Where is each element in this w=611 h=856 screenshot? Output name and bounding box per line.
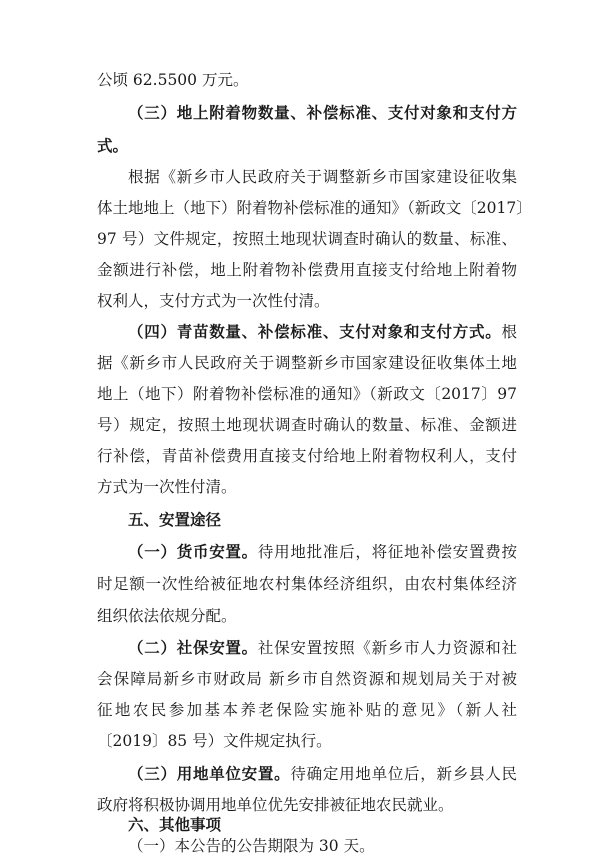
text-line: 行补偿，青苗补偿费用直接支付给地上附着物权利人，支付 (97, 447, 517, 465)
paragraph-line (128, 322, 517, 342)
subsection-heading: （三）用地单位安置。 (128, 764, 291, 783)
text-line: （一）本公告的公告期限为 30 天。 (128, 837, 375, 855)
subsection-heading: （四）青苗数量、补偿标准、支付对象和支付方式。 (128, 322, 502, 341)
text-line: 政府将积极协调用地单位优先安排被征地农民就业。 (97, 796, 454, 814)
text-line: 号）规定，按照土地现状调查时确认的数量、标准、金额进 (97, 416, 517, 434)
subsection-heading: （一）货币安置。 (128, 542, 258, 561)
text-line: 组织依法依规分配。 (97, 607, 237, 625)
text-run: 根 (501, 323, 517, 341)
text-line: 根据《新乡市人民政府关于调整新乡市国家建设征收集 (128, 168, 517, 186)
text-line: 〔2019〕85 号）文件规定执行。 (97, 732, 332, 750)
paragraph-line (128, 638, 517, 658)
text-line: 会保障局新乡市财政局 新乡市自然资源和规划局关于对被 (97, 670, 517, 688)
text-run: 社保安置按照《新乡市人力资源和社 (257, 639, 517, 657)
paragraph-line (128, 542, 517, 562)
text-line: 金额进行补偿，地上附着物补偿费用直接支付给地上附着物 (97, 261, 517, 279)
section-heading: 五、安置途径 (128, 511, 222, 529)
text-line: 体土地地上（地下）附着物补偿标准的通知》（新政文〔2017〕 (97, 199, 532, 217)
subsection-heading: （三）地上附着物数量、补偿标准、支付对象和支付方 (128, 103, 517, 122)
subsection-heading: （二）社保安置。 (128, 638, 258, 657)
text-line: 97 号）文件规定，按照土地现状调查时确认的数量、标准、 (97, 230, 517, 248)
paragraph-line (128, 764, 517, 784)
text-line: 时足额一次性给被征地农村集体经济组织，由农村集体经济 (97, 575, 517, 593)
subsection-heading-cont: 式。 (97, 136, 129, 155)
text-line: 方式为一次性付清。 (97, 478, 237, 496)
text-line: 地上（地下）附着物补偿标准的通知》（新政文〔2017〕97 (97, 385, 517, 403)
text-line: 据《新乡市人民政府关于调整新乡市国家建设征收集体土地 (97, 354, 517, 372)
section-heading: 六、其他事项 (128, 816, 222, 834)
text-line: 征地农民参加基本养老保险实施补贴的意见》（新人社 (97, 701, 517, 719)
text-line: 公顷 62.5500 万元。 (97, 71, 249, 89)
text-run: 待确定用地单位后，新乡县人民 (290, 765, 517, 783)
text-run: 待用地批准后，将征地补偿安置费按 (257, 543, 517, 561)
text-line: 权利人，支付方式为一次性付清。 (97, 292, 330, 310)
